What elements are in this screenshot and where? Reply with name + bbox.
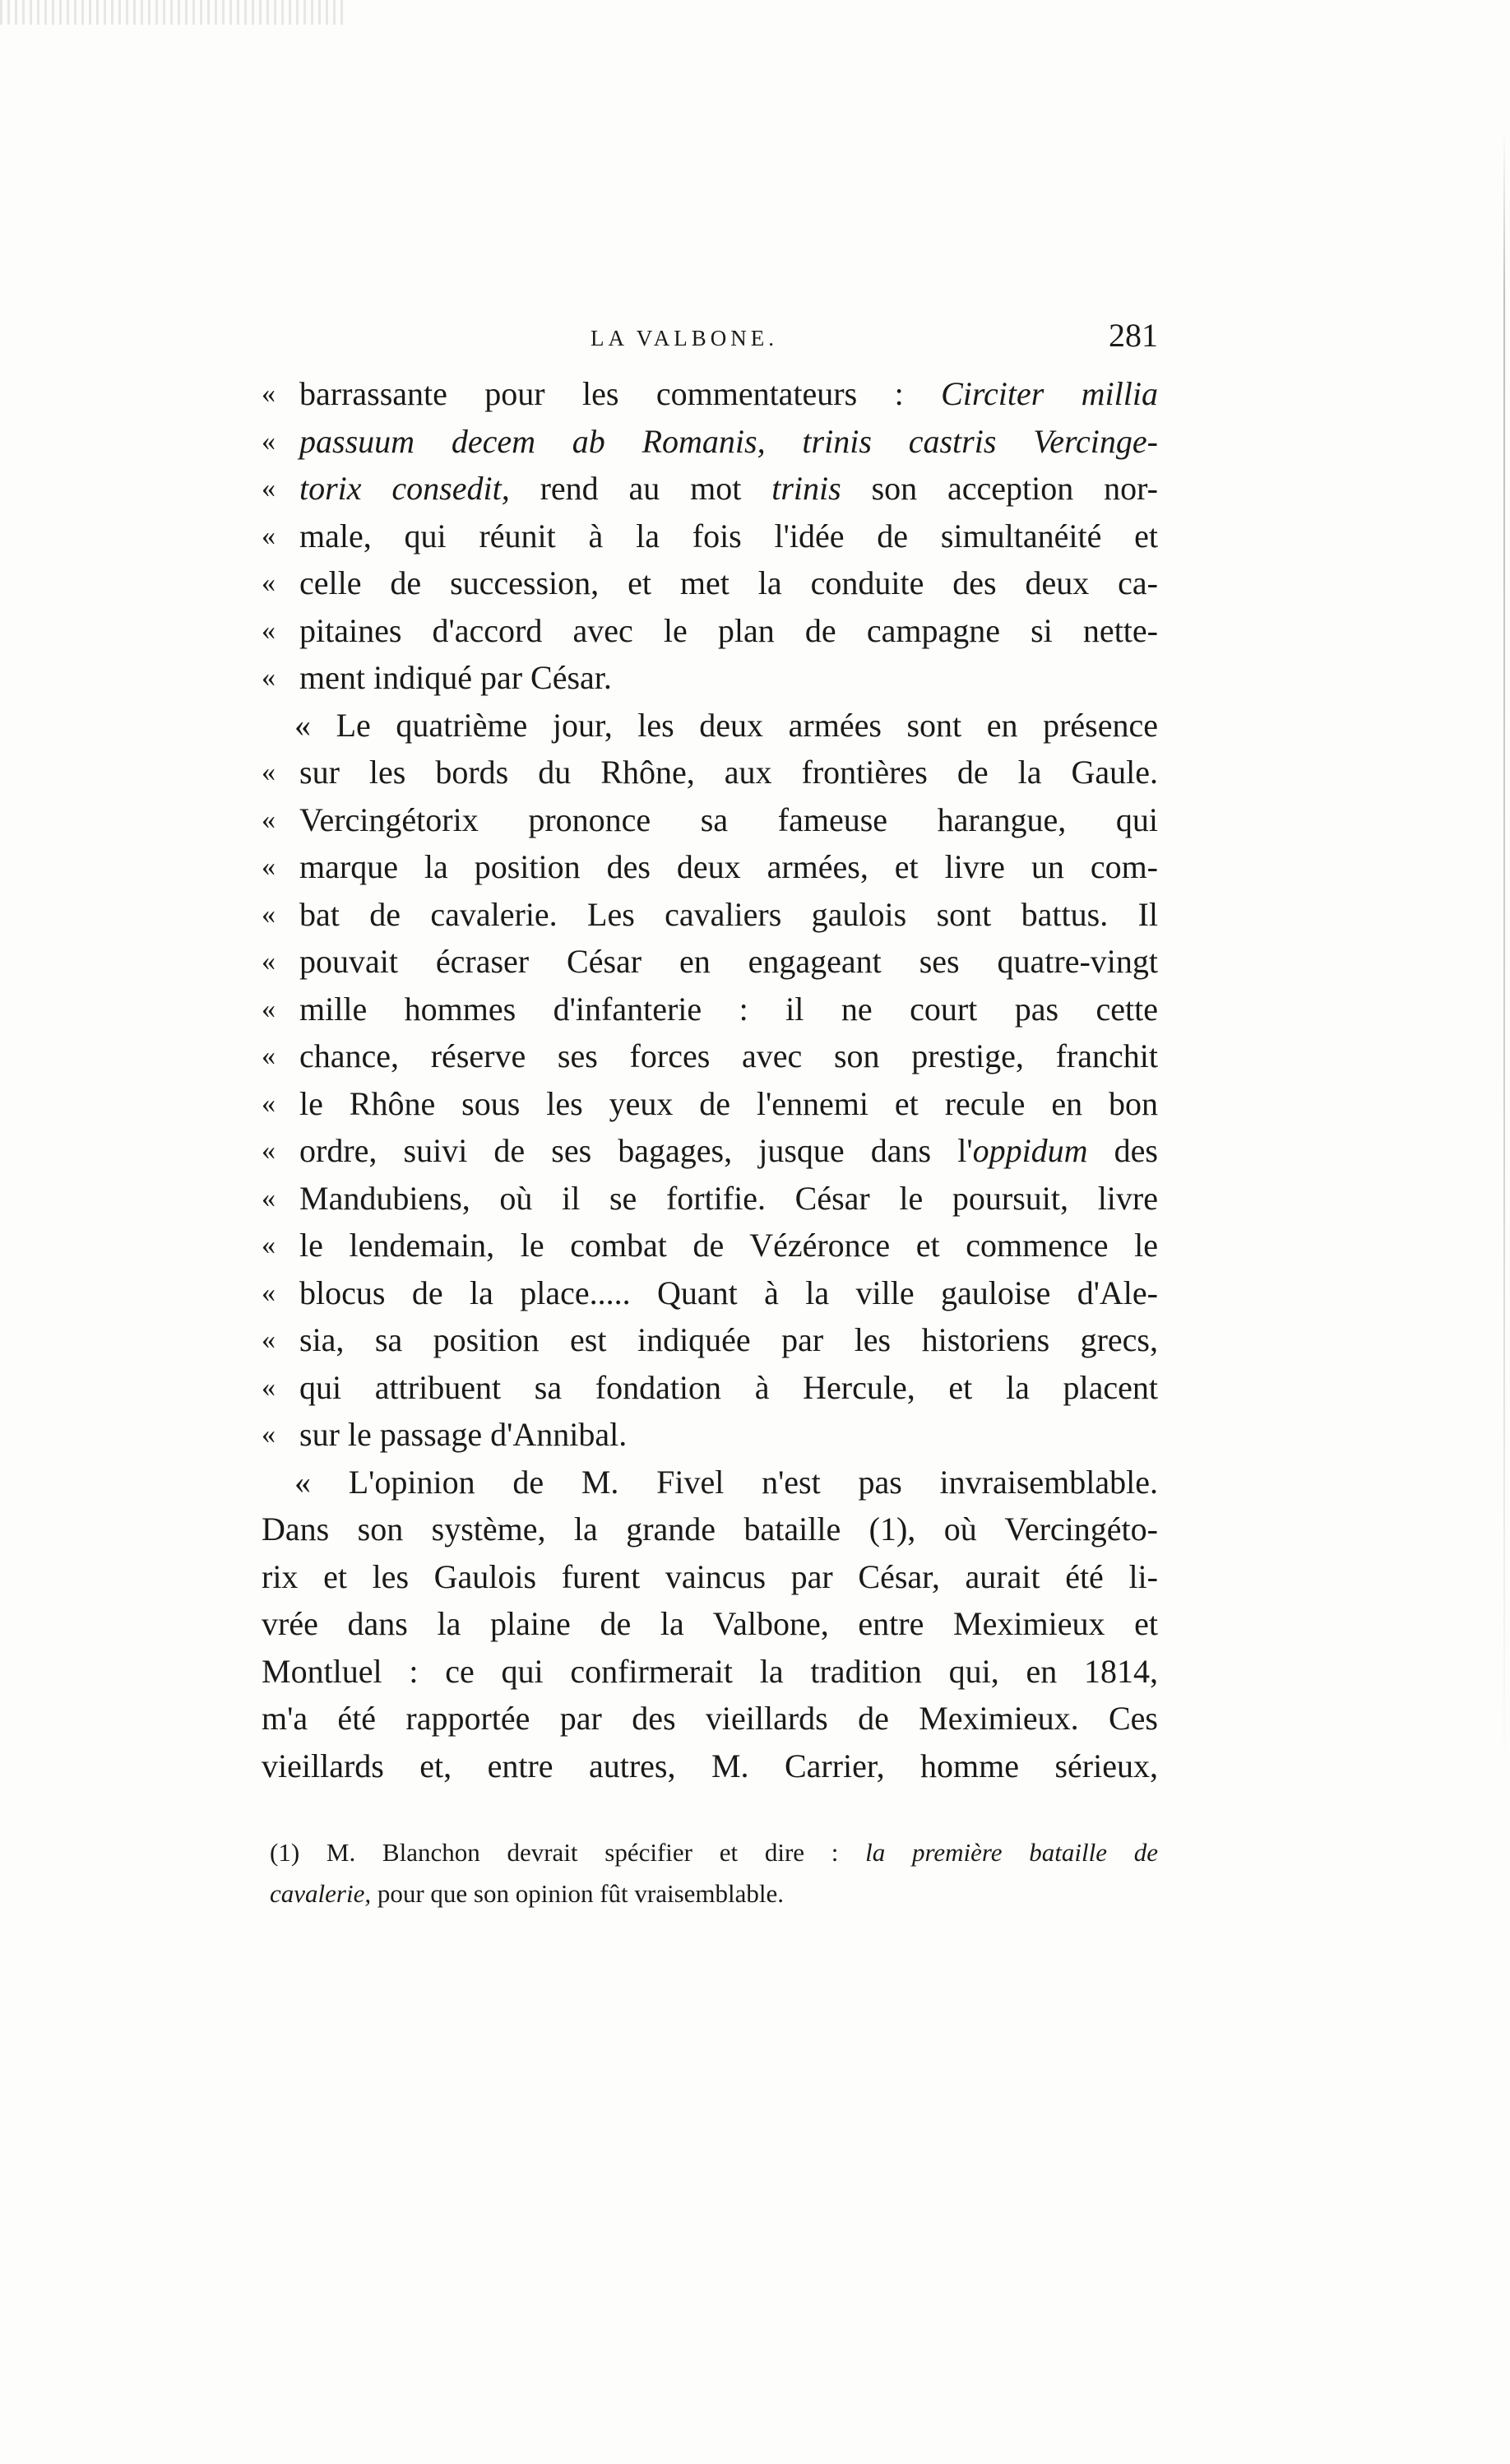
- text-run: vieillards et, entre autres, M. Carrier, homme sérieux,: [262, 1747, 1158, 1784]
- text-run: son acception nor-: [841, 470, 1158, 507]
- italic-text: oppidum: [972, 1132, 1088, 1169]
- text-run: mille hommes d'infanterie : il ne court pas cette: [299, 990, 1158, 1028]
- line-text: [299, 418, 1158, 466]
- text-line: [262, 418, 1158, 466]
- line-text: [299, 370, 1158, 418]
- text-line: [262, 1695, 1158, 1742]
- quote-mark: «: [262, 1182, 276, 1213]
- line-text: [299, 513, 1158, 560]
- line-text: [299, 1269, 1158, 1317]
- text-run: des: [1087, 1132, 1158, 1169]
- running-title: LA VALBONE.: [591, 326, 779, 350]
- text-line: [262, 1316, 1158, 1364]
- text-line: [262, 1175, 1158, 1223]
- footnote-line: [270, 1832, 1158, 1873]
- text-run: male, qui réunit à la fois l'idée de simultanéité et: [299, 517, 1158, 555]
- quote-mark: «: [262, 804, 276, 835]
- line-text: [299, 465, 1158, 513]
- quote-mark: «: [262, 993, 276, 1024]
- text-run: sur le passage d'Annibal.: [299, 1416, 628, 1453]
- text-line: [262, 513, 1158, 560]
- text-line: [262, 654, 1158, 702]
- page-number: 281: [1109, 317, 1158, 354]
- quote-mark: «: [262, 378, 276, 409]
- line-text: [299, 559, 1158, 607]
- line-text: [299, 1127, 1158, 1175]
- text-run: « L'opinion de M. Fivel n'est pas invraisemblable.: [294, 1463, 1158, 1501]
- italic-text: Circiter millia: [941, 375, 1159, 412]
- text-run: le lendemain, le combat de Vézéronce et commence le: [299, 1227, 1158, 1264]
- body-text: [262, 370, 1158, 1789]
- text-line: [262, 796, 1158, 844]
- text-run: Dans son système, la grande bataille (1), où Vercingéto-: [262, 1510, 1158, 1548]
- line-text: [262, 1600, 1158, 1648]
- line-text: [299, 607, 1158, 655]
- text-line: [262, 1600, 1158, 1648]
- text-run: celle de succession, et met la conduite des deux ca-: [299, 564, 1158, 601]
- quote-mark: «: [262, 1277, 276, 1308]
- text-run: ordre, suivi de ses bagages, jusque dans l': [299, 1132, 973, 1169]
- footnote: [262, 1832, 1158, 1914]
- text-run: sur les bords du Rhône, aux frontières de la Gaule.: [299, 754, 1158, 791]
- scan-edge-noise: [0, 0, 345, 25]
- text-run: rend au mot: [509, 470, 772, 507]
- line-text: [299, 1411, 1158, 1459]
- quote-mark: «: [262, 568, 276, 598]
- quote-mark: «: [262, 898, 276, 930]
- line-text: [299, 1364, 1158, 1412]
- text-run: blocus de la place..... Quant à la ville gauloise d'Ale-: [299, 1274, 1158, 1311]
- quote-mark: «: [262, 1230, 276, 1260]
- text-line: [262, 465, 1158, 513]
- line-text: [299, 843, 1158, 891]
- footnote-line: [270, 1873, 1158, 1914]
- text-line: [262, 559, 1158, 607]
- text-run: (1) M. Blanchon devrait spécifier et dire :: [270, 1838, 866, 1867]
- quote-mark: «: [262, 1371, 276, 1403]
- text-run: sia, sa position est indiquée par les historiens grecs,: [299, 1321, 1158, 1358]
- text-line: [262, 1080, 1158, 1128]
- quote-mark: «: [262, 946, 276, 977]
- line-text: [299, 1175, 1158, 1223]
- line-text: [299, 749, 1158, 796]
- text-run: chance, réserve ses forces avec son prestige, franchit: [299, 1037, 1158, 1074]
- book-page: [262, 313, 1158, 1914]
- quote-mark: «: [262, 1135, 276, 1166]
- text-run: pouvait écraser César en engageant ses quatre-vingt: [299, 943, 1158, 980]
- line-text: [262, 1459, 1158, 1506]
- line-text: [299, 1080, 1158, 1128]
- text-line: [262, 1742, 1158, 1790]
- text-line: [262, 986, 1158, 1033]
- quote-mark: «: [262, 473, 276, 503]
- text-line: [262, 749, 1158, 796]
- text-run: Montluel : ce qui confirmerait la tradition qui, en 1814,: [262, 1652, 1158, 1690]
- line-text: [299, 654, 1158, 702]
- text-line: [262, 1411, 1158, 1459]
- line-text: [262, 1553, 1158, 1601]
- text-line: [262, 1269, 1158, 1317]
- line-text: [299, 1222, 1158, 1269]
- line-text: [299, 986, 1158, 1033]
- text-line: [262, 938, 1158, 986]
- text-run: marque la position des deux armées, et livre un com-: [299, 848, 1158, 885]
- quote-mark: «: [262, 1419, 276, 1450]
- quote-mark: «: [262, 1088, 276, 1119]
- text-line: [262, 891, 1158, 939]
- line-text: [262, 1695, 1158, 1742]
- text-run: barrassante pour les commentateurs :: [299, 375, 942, 412]
- text-run: Mandubiens, où il se fortifie. César le poursuit, livre: [299, 1179, 1158, 1217]
- quote-mark: «: [262, 662, 276, 693]
- quote-mark: «: [262, 615, 276, 646]
- text-line: [262, 1222, 1158, 1269]
- text-line: [262, 1648, 1158, 1696]
- line-text: [299, 891, 1158, 939]
- text-run: le Rhône sous les yeux de l'ennemi et recule en bon: [299, 1084, 1158, 1122]
- quote-mark: «: [262, 425, 276, 457]
- text-run: rix et les Gaulois furent vaincus par César, aurait été li-: [262, 1557, 1158, 1595]
- quote-mark: «: [262, 757, 276, 787]
- running-head: [262, 313, 1158, 370]
- line-text: [262, 702, 1158, 749]
- italic-text: passuum decem ab Romanis, trinis castris Vercinge-: [299, 422, 1158, 460]
- text-run: « Le quatrième jour, les deux armées sont en présence: [294, 706, 1158, 744]
- text-line: [262, 1364, 1158, 1412]
- text-run: pitaines d'accord avec le plan de campagne si nette-: [299, 611, 1158, 649]
- text-line: [262, 1032, 1158, 1080]
- text-line: [262, 1127, 1158, 1175]
- quote-mark: «: [262, 851, 276, 882]
- text-run: m'a été rapportée par des vieillards de Meximieux. Ces: [262, 1700, 1158, 1737]
- line-text: [262, 1506, 1158, 1553]
- italic-text: torix consedit,: [299, 470, 510, 507]
- text-line: [262, 702, 1158, 749]
- text-run: Vercingétorix prononce sa fameuse harangue, qui: [299, 800, 1158, 838]
- line-text: [299, 796, 1158, 844]
- text-line: [262, 1506, 1158, 1553]
- binding-shadow: [1503, 132, 1505, 1777]
- line-text: [299, 1316, 1158, 1364]
- text-line: [262, 607, 1158, 655]
- footnote-separator: [262, 1789, 1158, 1832]
- text-line: [262, 370, 1158, 418]
- text-run: ment indiqué par César.: [299, 659, 612, 696]
- text-run: bat de cavalerie. Les cavaliers gaulois sont battus. Il: [299, 895, 1158, 933]
- text-run: qui attribuent sa fondation à Hercule, et la placent: [299, 1368, 1158, 1406]
- italic-text: trinis: [771, 470, 841, 507]
- text-run: vrée dans la plaine de la Valbone, entre Meximieux et: [262, 1605, 1158, 1642]
- text-line: [262, 1459, 1158, 1506]
- quote-mark: «: [262, 520, 276, 551]
- line-text: [262, 1742, 1158, 1790]
- line-text: [262, 1648, 1158, 1696]
- text-line: [262, 843, 1158, 891]
- italic-text: la première bataille de: [865, 1838, 1158, 1867]
- line-text: [299, 938, 1158, 986]
- text-line: [262, 1553, 1158, 1601]
- quote-mark: «: [262, 1041, 276, 1071]
- italic-text: cavalerie,: [270, 1879, 372, 1908]
- line-text: [299, 1032, 1158, 1080]
- quote-mark: «: [262, 1325, 276, 1355]
- text-run: pour que son opinion fût vraisemblable.: [371, 1879, 785, 1908]
